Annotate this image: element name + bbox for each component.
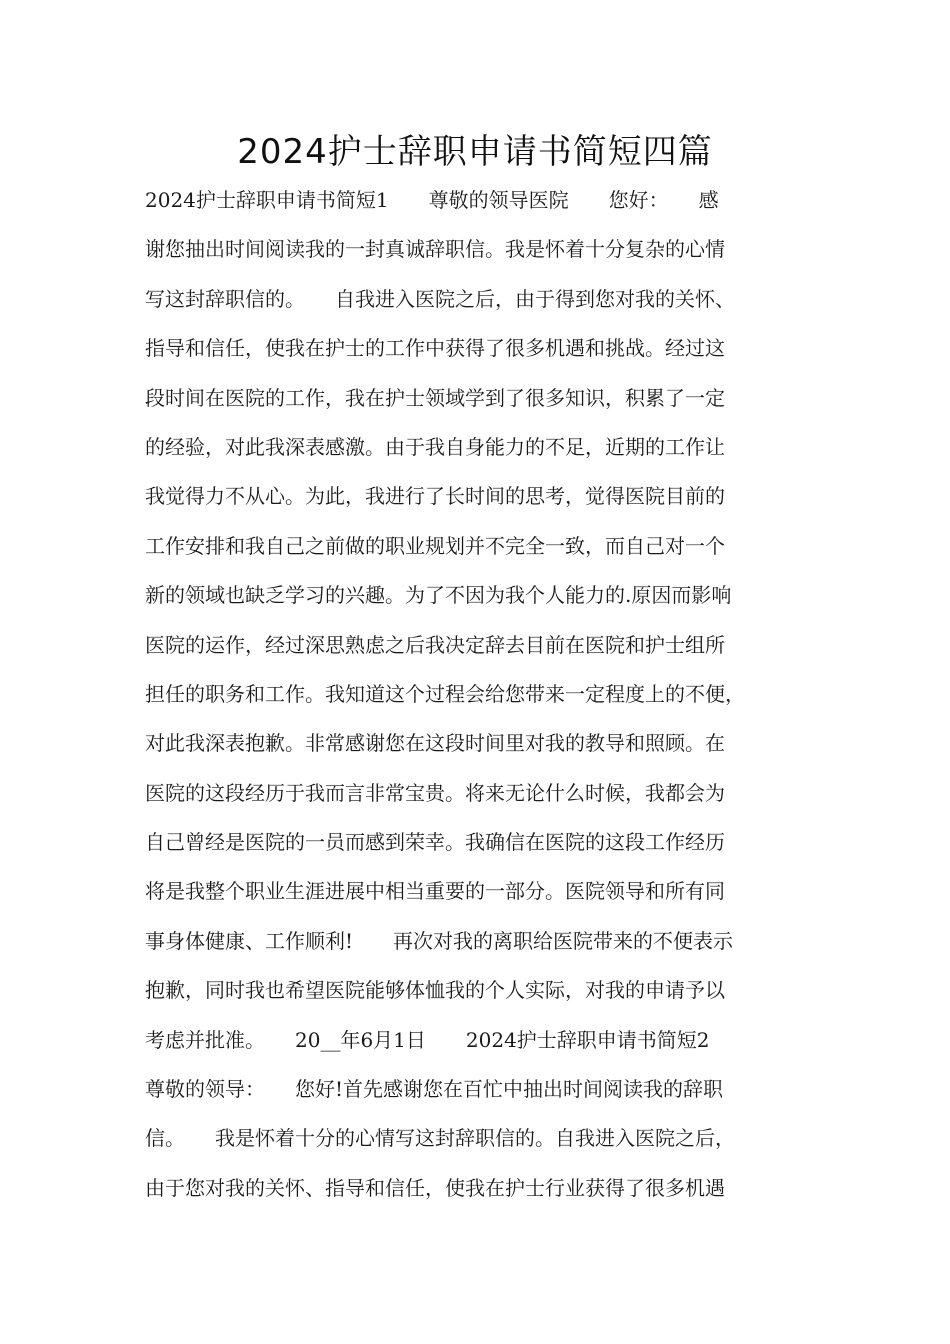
body-line: 的经验，对此我深表感激。由于我自身能力的不足，近期的工作让 bbox=[145, 434, 725, 459]
body-line: 对此我深表抱歉。非常感谢您在这段时间里对我的教导和照顾。在 bbox=[145, 731, 725, 756]
body-line: 我觉得力不从心。为此，我进行了长时间的思考，觉得医院目前的 bbox=[145, 484, 725, 509]
body-line: 谢您抽出时间阅读我的一封真诚辞职信。我是怀着十分复杂的心情 bbox=[145, 237, 725, 262]
body-line: 尊敬的领导： 您好!首先感谢您在百忙中抽出时间阅读我的辞职 bbox=[145, 1077, 724, 1102]
body-line: 段时间在医院的工作，我在护士领域学到了很多知识，积累了一定 bbox=[145, 385, 725, 410]
body-line: 信。 我是怀着十分的心情写这封辞职信的。自我进入医院之后， bbox=[145, 1126, 735, 1151]
document-title: 2024护士辞职申请书简短四篇 bbox=[237, 132, 713, 172]
body-line: 工作安排和我自己之前做的职业规划并不完全一致，而自己对一个 bbox=[145, 533, 725, 558]
body-line: 将是我整个职业生涯进展中相当重要的一部分。医院领导和所有同 bbox=[145, 879, 725, 904]
body-line: 抱歉，同时我也希望医院能够体恤我的个人实际，对我的申请予以 bbox=[145, 978, 725, 1003]
body-line: 写这封辞职信的。 自我进入医院之后，由于得到您对我的关怀、 bbox=[145, 286, 735, 311]
body-line: 由于您对我的关怀、指导和信任，使我在护士行业获得了很多机遇 bbox=[145, 1175, 725, 1200]
body-line: 担任的职务和工作。我知道这个过程会给您带来一定程度上的不便， bbox=[145, 681, 745, 706]
body-line: 自己曾经是医院的一员而感到荣幸。我确信在医院的这段工作经历 bbox=[145, 830, 725, 855]
body-line: 指导和信任，使我在护士的工作中获得了很多机遇和挑战。经过这 bbox=[145, 336, 725, 361]
body-line: 新的领域也缺乏学习的兴趣。为了不因为我个人能力的.原因而影响 bbox=[145, 583, 732, 608]
body-line: 医院的这段经历于我而言非常宝贵。将来无论什么时候，我都会为 bbox=[145, 780, 725, 805]
body-line: 医院的运作，经过深思熟虑之后我决定辞去目前在医院和护士组所 bbox=[145, 632, 725, 657]
body-line: 事身体健康、工作顺利! 再次对我的离职给医院带来的不便表示 bbox=[145, 928, 734, 953]
body-line: 2024护士辞职申请书简短1 尊敬的领导医院 您好： 感 bbox=[145, 188, 719, 212]
body-line: 考虑并批准。 20__年6月1日 2024护士辞职申请书简短2 bbox=[145, 1027, 710, 1052]
document-body bbox=[145, 176, 835, 1213]
